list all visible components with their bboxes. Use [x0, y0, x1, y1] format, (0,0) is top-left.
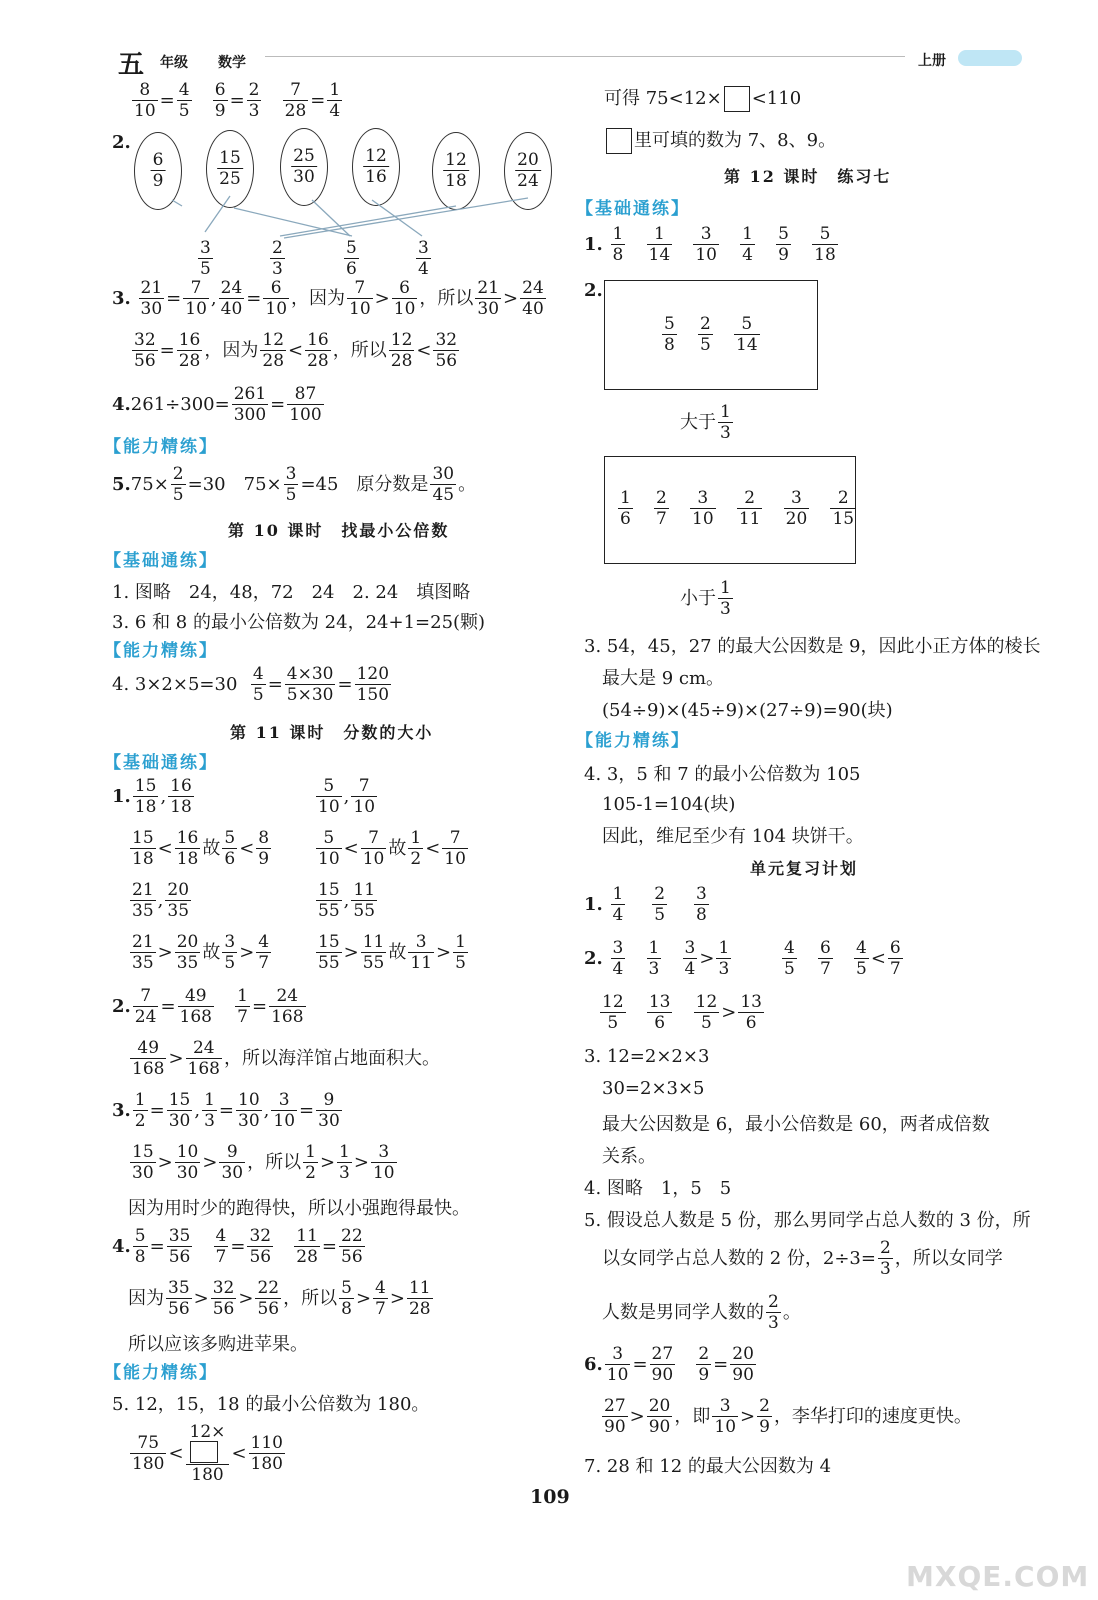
section-nengli-1: 【能力精练】	[104, 437, 218, 457]
rv5c: 人数是男同学人数的 $\frac{2}{3}$ 。	[602, 1292, 801, 1333]
l11-3-a: 3. $\frac{1}{2}$ = $\frac{15}{30}$ , $\frac{1}{3}$ = $\frac{10}{30}$ , $\frac{3}{10}$ = $\frac{9}{30}$	[112, 1090, 340, 1131]
l10-line4: 4. 3×2×5=30 $\frac{4}{5}$ = $\frac{4\times 30}{5\times 30}$ = $\frac{120}{150}$	[112, 664, 390, 705]
section-jichu-11: 【基础通练】	[104, 753, 218, 773]
rv3d: 关系。	[602, 1146, 656, 1167]
oval-3: $\frac{25}{30}$	[280, 128, 328, 206]
header-decoration	[958, 50, 1022, 66]
l11-4-c: 所以应该多购进苹果。	[128, 1334, 308, 1355]
watermark: MXQE.COM	[906, 1560, 1090, 1593]
q2-target-4: $\frac{3}{4}$	[418, 238, 429, 279]
l11-1-f: $\frac{15}{55}$ , $\frac{11}{55}$	[318, 880, 376, 921]
q4-line: 4.261÷300= $\frac{261}{300}$ = $\frac{87}{100}$	[112, 384, 322, 425]
q2-connector-lines	[0, 0, 560, 260]
l12-2-number: 2.	[584, 280, 603, 301]
l12-4c: 因此，维尼至少有 104 块饼干。	[602, 826, 864, 847]
l10-line1: 1. 图略 24，48，72 24 2. 24 填图略	[112, 582, 471, 603]
lesson10-title: 第 10 课时 找最小公倍数	[228, 521, 450, 540]
page-number: 109	[530, 1486, 570, 1508]
q3-line2: $\frac{32}{56}$ = $\frac{16}{28}$ ，因为 $\frac{12}{28}$ < $\frac{16}{28}$ ，所以 $\frac{12}{28}$ < $\frac{32}{56}$	[134, 330, 458, 371]
lesson12-title: 第 12 课时 练习七	[724, 167, 892, 186]
lesson11-title: 第 11 课时 分数的大小	[230, 723, 434, 742]
l11-3-c: 因为用时少的跑得快，所以小强跑得最快。	[128, 1198, 470, 1219]
l12-4b: 105-1=104(块)	[602, 794, 736, 815]
l11-1-e: $\frac{21}{35}$ , $\frac{20}{35}$	[132, 880, 190, 921]
rv6-a: 6. $\frac{3}{10}$ = $\frac{27}{90}$ $\frac{2}{9}$ = $\frac{20}{90}$	[584, 1344, 754, 1385]
oval-5: $\frac{12}{18}$	[432, 132, 480, 210]
rv3b: 30=2×3×5	[602, 1078, 705, 1099]
l11-1-b: $\frac{5}{10}$ , $\frac{7}{10}$	[318, 776, 376, 817]
grade-char: 五	[118, 50, 145, 80]
blank-box	[190, 1441, 218, 1463]
l12-3a: 3. 54，45，27 的最大公因数是 9，因此小正方体的棱长	[584, 636, 1041, 657]
l11-1-d: $\frac{5}{10}$ < $\frac{7}{10}$ 故 $\frac{1}{2}$ < $\frac{7}{10}$	[318, 828, 466, 869]
l11-1-c: $\frac{15}{18}$ < $\frac{16}{18}$ 故 $\frac{5}{6}$ < $\frac{8}{9}$	[132, 828, 270, 869]
l10-line3: 3. 6 和 8 的最小公倍数为 24，24+1=25(颗)	[112, 612, 486, 633]
rv3c: 最大公因数是 6，最小公倍数是 60，两者成倍数	[602, 1114, 990, 1135]
section-nengli-10: 【能力精练】	[104, 641, 218, 661]
rv2-a: 2. $\frac{3}{4}$ $\frac{1}{3}$ $\frac{3}{4}$ > $\frac{1}{3}$	[584, 938, 730, 979]
rv2-c: $\frac{12}{5}$ $\frac{13}{6}$ $\frac{12}{5}$ > $\frac{13}{6}$	[602, 992, 762, 1033]
section-nengli-12: 【能力精练】	[576, 731, 690, 751]
l11-1-h: $\frac{15}{55}$ > $\frac{11}{55}$ 故 $\frac{3}{11}$ > $\frac{1}{5}$	[318, 932, 466, 973]
section-nengli-11: 【能力精练】	[104, 1363, 218, 1383]
rv5b: 以女同学占总人数的 2 份，2÷3= $\frac{2}{3}$ ，所以女同学	[602, 1238, 1003, 1279]
l11-2-a: 2. $\frac{7}{24}$ = $\frac{49}{168}$ $\frac{1}{7}$ = $\frac{24}{168}$	[112, 986, 304, 1027]
q2-number: 2.	[112, 132, 131, 153]
oval-6: $\frac{20}{24}$	[504, 132, 552, 210]
oval-2: $\frac{15}{25}$	[206, 130, 254, 208]
oval-1: $\frac{6}{9}$	[134, 132, 182, 210]
rv6-b: $\frac{27}{90}$ > $\frac{20}{90}$ ，即 $\frac{3}{10}$ > $\frac{2}{9}$ ，李华打印的速度更快。	[604, 1396, 972, 1437]
q2-target-2: $\frac{2}{3}$	[272, 238, 283, 279]
volume-label: 上册	[918, 53, 946, 69]
rv4: 4. 图略 1，5 5	[584, 1178, 732, 1199]
blank-box	[606, 128, 632, 154]
q2-target-1: $\frac{3}{5}$	[200, 238, 211, 279]
review-title: 单元复习计划	[750, 859, 859, 878]
l12-4a: 4. 3，5 和 7 的最小公倍数为 105	[584, 764, 861, 785]
l12-3c: (54÷9)×(45÷9)×(27÷9)=90(块)	[602, 700, 893, 721]
l11-1-g: $\frac{21}{35}$ > $\frac{20}{35}$ 故 $\frac{3}{5}$ > $\frac{4}{7}$	[132, 932, 270, 973]
l11-5-a: 5. 12，15，18 的最小公倍数为 180。	[112, 1394, 430, 1415]
q2-target-3: $\frac{5}{6}$	[346, 238, 357, 279]
box-less-fracs: $\frac{1}{6}$ $\frac{2}{7}$ $\frac{3}{10}$ $\frac{2}{11}$ $\frac{3}{20}$ $\frac{2}{15}$	[620, 488, 855, 529]
box-greater-fracs: $\frac{5}{8}$ $\frac{2}{5}$ $\frac{5}{14}$	[664, 314, 758, 355]
l11-4-a: 4. $\frac{5}{8}$ = $\frac{35}{56}$ $\frac{4}{7}$ = $\frac{32}{56}$ $\frac{11}{28}$ = $\frac{22}{56}$	[112, 1226, 363, 1267]
caption-greater: 大于 $\frac{1}{3}$	[680, 402, 731, 443]
q5-line: 5.75× $\frac{2}{5}$ =30 75× $\frac{3}{5}$ =45 原分数是 $\frac{30}{45}$ 。	[112, 464, 477, 505]
section-jichu-12: 【基础通练】	[576, 199, 690, 219]
l12-1: 1. $\frac{1}{8}$ $\frac{1}{14}$ $\frac{3}{10}$ $\frac{1}{4}$ $\frac{5}{9}$ $\frac{5}{18}$	[584, 224, 836, 265]
caption-less: 小于 $\frac{1}{3}$	[680, 578, 731, 619]
rv1: 1. $\frac{1}{4}$ $\frac{2}{5}$ $\frac{3}{8}$	[584, 884, 707, 925]
rv2-b: $\frac{4}{5}$ $\frac{6}{7}$ $\frac{4}{5}$ < $\frac{6}{7}$	[784, 938, 901, 979]
r-line2: 里可填的数为 7、8、9。	[604, 126, 836, 154]
rv3a: 3. 12=2×2×3	[584, 1046, 710, 1067]
blank-box	[724, 86, 750, 112]
q3-line1: 3. $\frac{21}{30}$ = $\frac{7}{10}$ , $\frac{24}{40}$ = $\frac{6}{10}$ ，因为 $\frac{7}{10}$ > $\frac{6}{10}$ ，所以 $\frac{21}{30}$ > $\frac{24}{40}$	[112, 278, 544, 319]
l11-3-b: $\frac{15}{30}$ > $\frac{10}{30}$ > $\frac{9}{30}$ ，所以 $\frac{1}{2}$ > $\frac{1}{3}$ > $\frac{3}{10}$	[132, 1142, 395, 1183]
l11-5-b: $\frac{75}{180}$ < $\frac{12\times}{180}$ < $\frac{110}{180}$	[132, 1422, 283, 1485]
r-line1: 可得 75<12× <110	[604, 84, 801, 112]
rv5a: 5. 假设总人数是 5 份，那么男同学占总人数的 3 份，所	[584, 1210, 1031, 1231]
subject-label: 数学	[218, 55, 246, 71]
oval-4: $\frac{12}{16}$	[352, 128, 400, 206]
l11-1-a: 1. $\frac{15}{18}$ , $\frac{16}{18}$	[112, 776, 192, 817]
l1-line: $\frac{8}{10}$ = $\frac{4}{5}$ $\frac{6}{9}$ = $\frac{2}{3}$ $\frac{7}{28}$ = $\frac{1}{4}$	[134, 80, 341, 121]
l11-2-b: $\frac{49}{168}$ > $\frac{24}{168}$ ，所以海洋馆占地面积大。	[132, 1038, 440, 1079]
rv7: 7. 28 和 12 的最大公因数为 4	[584, 1456, 832, 1477]
grade-label: 年级	[160, 55, 188, 71]
l12-3b: 最大是 9 cm。	[602, 668, 725, 689]
section-jichu-10: 【基础通练】	[104, 551, 218, 571]
l11-4-b: 因为 $\frac{35}{56}$ > $\frac{32}{56}$ > $\frac{22}{56}$ ，所以 $\frac{5}{8}$ > $\frac{4}{7}$ > $\frac{11}{28}$	[128, 1278, 431, 1319]
